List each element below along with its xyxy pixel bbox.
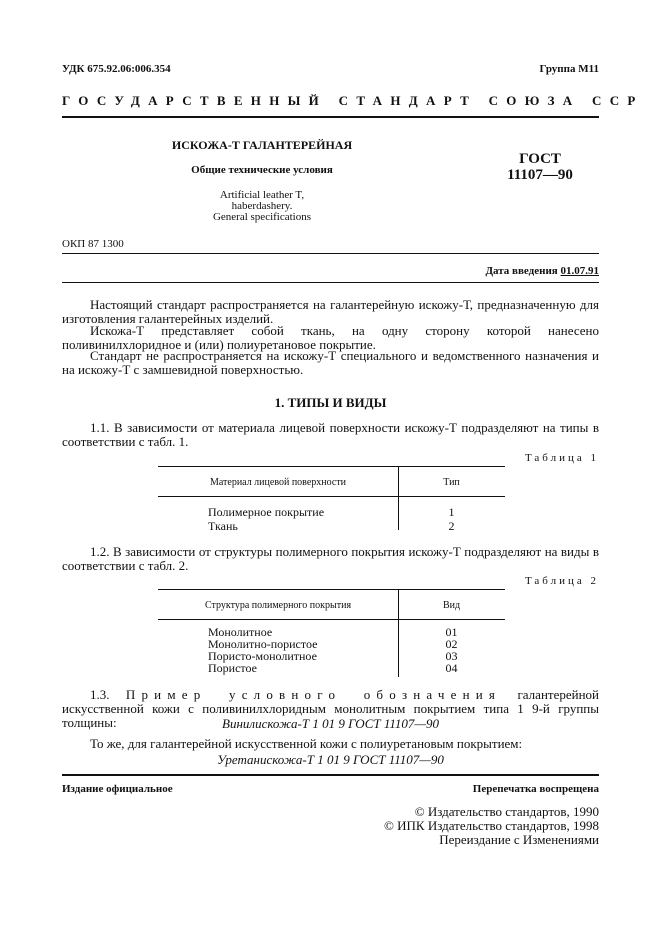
clause-1-3-same: То же, для галантерейной искусственной кожи с полиуретановым покрытием: [90,736,523,751]
doc-subtitle: Общие технические условия [191,164,333,176]
table1-header-material: Материал лицевой поверхности [209,477,347,488]
table2-cell-structure: Монолитное [208,625,273,639]
english-title-line2: haberdashery. [231,200,293,212]
english-title-line3: General specifications [212,211,312,223]
table2-cell-kind: 01 [445,625,458,639]
top-rule [62,116,599,118]
table1-caption: Таблица 1 [524,452,599,464]
table1-header-border [158,496,505,497]
udk-code: УДК 675.92.06:006.354 [62,63,171,75]
table2-header-kind: Вид [442,600,461,611]
footer-rule [62,774,599,776]
okp-rule [62,253,599,254]
paragraph-definition: Искожа-Т представляет собой ткань, на одну сторону которой нанесено поливинилхлоридное и (или) полиуретановое покрытие. [62,323,599,352]
paragraph-exclusion: Стандарт не распространяется на искожу-Т специального и ведомственного назначения и на искожу-Т с замшевидной поверхностью. [62,348,599,377]
copyright-1990: © Издательство стандартов, 1990 [414,804,599,819]
gost-number: 11107—90 [507,167,573,183]
table2-codes [398,626,505,674]
table2-cell-structure: Пористое [208,661,257,675]
copyright-block [384,805,599,847]
section-heading: 1. ТИПЫ И ВИДЫ [274,395,387,410]
doc-title: ИСКОЖА-Т ГАЛАНТЕРЕЙНАЯ [171,138,353,152]
okp-code: ОКП 87 1300 [62,238,124,250]
copyright-1998: © ИПК Издательство стандартов, 1998 [384,818,599,833]
table2-cell-structure: Пористо-монолитное [208,649,317,663]
table1-row [208,505,324,533]
reprint-prohibited: Перепечатка воспрещена [472,783,599,795]
date-rule [62,282,599,283]
table2-header-structure: Структура полимерного покрытия [204,600,352,611]
gost-label: ГОСТ [519,151,561,167]
table1-cell-type: 1 [448,505,455,519]
table1-top-border [158,466,505,467]
table2-header-border [158,619,505,620]
table2-cell-structure: Монолитно-пористое [208,637,318,651]
clause-1-1: 1.1. В зависимости от материала лицевой поверхности искожу-Т подразделяют на типы в соответствии с табл. 1. [62,420,599,449]
table1-codes [398,505,505,533]
table2-cell-kind: 04 [445,661,458,675]
table2-cell-kind: 03 [445,649,458,663]
intro-date [485,264,599,278]
clause-1-2: 1.2. В зависимости от структуры полимерного покрытия искожу-Т подразделяют на виды в соответствии с табл. 2. [62,544,599,573]
table2-names [208,626,317,674]
table1-header-type: Тип [443,477,460,488]
intro-date-value: 01.07.91 [560,265,599,277]
clause-1-3-spaced-term: Пример условного обозначения [125,687,502,702]
clause-1-3-number: 1.3. [90,687,110,702]
designation-example-vinyl: Винилискожа-Т 1 01 9 ГОСТ 11107—90 [222,716,439,731]
designation-example-urethane: Уретанискожа-Т 1 01 9 ГОСТ 11107—90 [217,752,444,767]
group-code: Группа М11 [539,63,599,75]
table2-cell-kind: 02 [445,637,458,651]
english-title-line1: Artificial leather T, [219,189,305,201]
table2-top-border [158,589,505,590]
paragraph-scope: Настоящий стандарт распространяется на галантерейную искожу-Т, предназначенную для изготовления галантерейных изделий. [62,297,599,326]
table2-caption: Таблица 2 [524,575,599,587]
clause-1-3-text: галантерейной искусственной кожи с поливинилхлоридным монолитным покрытием типа 1 9-й группы толщины: [62,687,599,730]
official-edition: Издание официальное [62,783,173,795]
table1-cell-material: Полимерное покрытие [208,505,325,519]
state-standard-banner: ГОСУДАРСТВЕННЫЙ СТАНДАРТ СОЮЗА ССР [62,93,644,108]
reissue-note: Переиздание с Изменениями [439,832,599,847]
intro-date-label: Дата введения [485,265,558,277]
table1-cell-type: 2 [448,519,455,533]
table1-cell-material: Ткань [208,519,238,533]
